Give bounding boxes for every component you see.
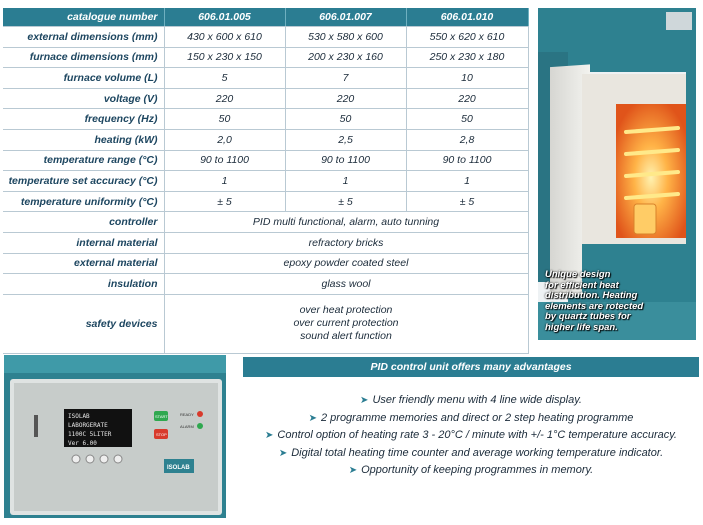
cell: 10 <box>406 68 528 89</box>
caption-line: Unique design <box>545 269 611 280</box>
list-item <box>243 427 699 445</box>
row-label: safety devices <box>3 294 164 353</box>
safety-line: over current protection <box>293 317 399 330</box>
display-line: Ver 6.00 <box>68 440 97 447</box>
advantage-text: Opportunity of keeping programmes in memory. <box>361 464 594 477</box>
cell: ± 5 <box>164 191 285 212</box>
caption-line: for efficient heat <box>545 279 619 291</box>
cell: 50 <box>406 109 528 130</box>
row-label: temperature range (°C) <box>3 150 164 171</box>
pid-section-title: PID control unit offers many advantages <box>243 357 699 377</box>
advantage-text: Digital total heating time counter and average working temperature indicator. <box>291 446 664 459</box>
furnace-caption <box>545 270 695 333</box>
panel-button-icon <box>72 455 80 463</box>
row-label: external dimensions (mm) <box>3 27 164 48</box>
safety-line: over heat protection <box>299 304 393 317</box>
cell: 2,0 <box>164 129 285 150</box>
cell: 1 <box>406 171 528 192</box>
spec-row <box>3 27 528 48</box>
cell: 250 x 230 x 180 <box>406 47 528 68</box>
start-label: START <box>155 414 168 419</box>
cell: 7 <box>285 68 406 89</box>
advantage-text: Control option of heating rate 3 - 20°C / minute with +/- 1°C temperature accuracy. <box>277 429 677 442</box>
merged-cell: PID multi functional, alarm, auto tunning <box>164 212 528 233</box>
panel-button-icon <box>114 455 122 463</box>
arrow-right-icon: ➤ <box>278 447 288 459</box>
spec-row-merged <box>3 253 528 274</box>
control-panel-photo <box>4 355 226 518</box>
cell: 220 <box>285 88 406 109</box>
cell: 90 to 1100 <box>164 150 285 171</box>
brand-label: ISOLAB <box>167 465 190 471</box>
safety-line: sound alert function <box>300 330 392 343</box>
cell: 530 x 580 x 600 <box>285 27 406 48</box>
caption-line: by quartz tubes for <box>545 311 631 322</box>
cell: 50 <box>164 109 285 130</box>
arrow-right-icon: ➤ <box>265 430 274 442</box>
cell: 1 <box>164 171 285 192</box>
power-switch-icon <box>34 415 38 437</box>
arrow-right-icon: ➤ <box>348 465 358 477</box>
ready-led-icon <box>197 411 203 417</box>
spec-header-row <box>3 8 528 27</box>
spec-row <box>3 88 528 109</box>
cell: 220 <box>406 88 528 109</box>
stop-label: STOP <box>156 432 167 437</box>
row-label: furnace dimensions (mm) <box>3 47 164 68</box>
row-label: controller <box>3 212 164 233</box>
merged-cell <box>164 294 528 353</box>
cell: 90 to 1100 <box>285 150 406 171</box>
arrow-right-icon: ➤ <box>308 412 317 424</box>
header-cell: catalogue number <box>3 8 164 27</box>
spec-row <box>3 171 528 192</box>
advantage-text: User friendly menu with 4 line wide display. <box>372 394 582 406</box>
row-label: external material <box>3 253 164 274</box>
spec-row-merged <box>3 212 528 233</box>
alarm-label: ALARM <box>180 424 194 429</box>
cell: 550 x 620 x 610 <box>406 27 528 48</box>
row-label: temperature uniformity (°C) <box>3 191 164 212</box>
caption-line: higher life span. <box>545 321 618 333</box>
caption-line: elements are rotected <box>545 300 644 312</box>
row-label: furnace volume (L) <box>3 68 164 89</box>
cell: 2,8 <box>406 129 528 150</box>
display-line: 1100C 5LITER <box>68 431 112 438</box>
cell: 2,5 <box>285 129 406 150</box>
spec-row <box>3 47 528 68</box>
display-line: ISOLAB <box>68 413 90 420</box>
merged-cell: refractory bricks <box>164 232 528 253</box>
spec-row <box>3 109 528 130</box>
spec-row <box>3 191 528 212</box>
panel-button-icon <box>100 455 108 463</box>
spec-row <box>3 129 528 150</box>
merged-cell: glass wool <box>164 274 528 295</box>
cell: 430 x 600 x 610 <box>164 27 285 48</box>
merged-cell: epoxy powder coated steel <box>164 253 528 274</box>
cell: 200 x 230 x 160 <box>285 47 406 68</box>
caption-line: distribution. Heating <box>545 290 638 301</box>
cell: 90 to 1100 <box>406 150 528 171</box>
spec-row-merged <box>3 232 528 253</box>
row-label: temperature set accuracy (°C) <box>3 171 164 192</box>
arrow-right-icon: ➤ <box>360 395 369 406</box>
ready-label: READY <box>180 412 194 417</box>
header-cell: 606.01.010 <box>406 8 528 27</box>
list-item <box>243 392 699 410</box>
row-label: internal material <box>3 232 164 253</box>
list-item <box>243 445 699 463</box>
spec-row <box>3 150 528 171</box>
list-item <box>243 462 699 480</box>
cell: ± 5 <box>406 191 528 212</box>
spec-row-merged <box>3 274 528 295</box>
spec-row-safety <box>3 294 528 353</box>
spec-row <box>3 68 528 89</box>
row-label: heating (kW) <box>3 129 164 150</box>
cell: 150 x 230 x 150 <box>164 47 285 68</box>
cell: ± 5 <box>285 191 406 212</box>
header-cell: 606.01.007 <box>285 8 406 27</box>
cell: 220 <box>164 88 285 109</box>
spec-table <box>3 8 529 354</box>
cell: 1 <box>285 171 406 192</box>
alarm-led-icon <box>197 423 203 429</box>
row-label: voltage (V) <box>3 88 164 109</box>
panel-button-icon <box>86 455 94 463</box>
row-label: insulation <box>3 274 164 295</box>
header-cell: 606.01.005 <box>164 8 285 27</box>
list-item <box>243 410 699 428</box>
cell: 5 <box>164 68 285 89</box>
cell: 50 <box>285 109 406 130</box>
display-line: LABORGERATE <box>68 422 108 429</box>
row-label: frequency (Hz) <box>3 109 164 130</box>
advantages-list <box>243 392 699 480</box>
advantage-text: 2 programme memories and direct or 2 step heating programme <box>320 411 634 424</box>
